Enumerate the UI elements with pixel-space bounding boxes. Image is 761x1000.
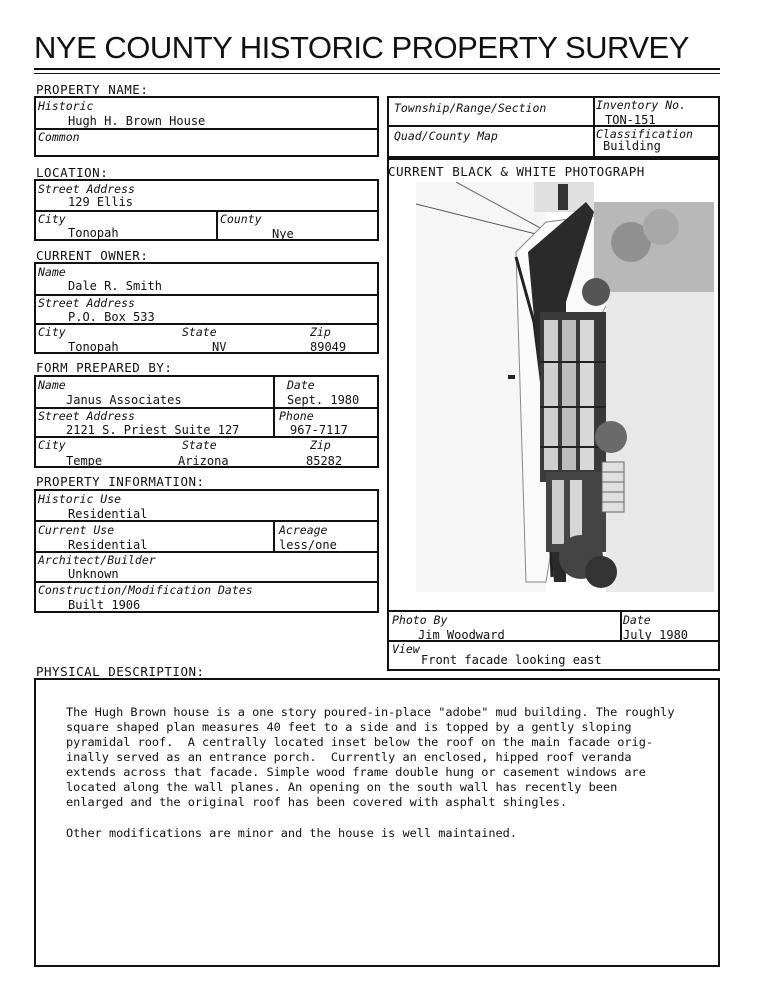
owner-city-value: Tonopah [68, 340, 119, 354]
location-city-value: Tonopah [68, 226, 119, 240]
location-box [34, 179, 379, 241]
photo-by-value: Jim Woodward [418, 628, 505, 642]
prepared-zip-label: Zip [310, 438, 331, 452]
quad-map-label: Quad/County Map [394, 129, 498, 143]
prepared-state-value: Arizona [178, 454, 229, 468]
photo-by-label: Photo By [392, 613, 448, 627]
prepared-city-value: Tempe [66, 454, 103, 468]
inventory-label: Inventory No. [596, 98, 687, 112]
prepared-box [34, 375, 379, 468]
divider [36, 210, 377, 212]
photo-view-label: View [392, 642, 420, 656]
prepared-date-label: Date [287, 378, 315, 392]
property-name-box [34, 96, 379, 157]
location-street-label: Street Address [38, 182, 135, 196]
owner-state-value: NV [212, 340, 227, 354]
owner-name-value: Dale R. Smith [68, 279, 162, 293]
historic-name-label: Historic [38, 99, 94, 113]
architect-label: Architect/Builder [38, 553, 156, 567]
house-photograph [416, 182, 714, 592]
owner-box [34, 262, 379, 354]
section-property-information: PROPERTY INFORMATION: [36, 474, 205, 489]
photo-date-label: Date [623, 613, 651, 627]
construction-dates-label: Construction/Modification Dates [38, 583, 253, 597]
photo-details-box [387, 610, 720, 671]
prepared-state-label: State [182, 438, 217, 452]
owner-name-label: Name [38, 265, 66, 279]
title-rule-thin [34, 73, 720, 74]
location-street-value: 129 Ellis [68, 195, 134, 209]
section-form-prepared-by: FORM PREPARED BY: [36, 360, 173, 375]
location-reference-box [387, 96, 720, 158]
divider [593, 98, 595, 156]
prepared-street-label: Street Address [38, 409, 135, 423]
divider [216, 210, 218, 239]
current-use-value: Residential [68, 538, 148, 552]
acreage-value: less/one [279, 538, 337, 552]
acreage-label: Acreage [279, 523, 328, 537]
historic-use-value: Residential [68, 507, 148, 521]
photo-date-value: July 1980 [623, 628, 689, 642]
classification-value: Building [603, 139, 661, 153]
owner-state-label: State [182, 325, 217, 339]
property-info-box [34, 489, 379, 613]
physical-description-paragraph: The Hugh Brown house is a one story poured-in-place "adobe" mud building. The roughly square shaped plan measures 40 feet to a side and is topped by a gently sloping pyramidal roof. A centrally located inset below the roof on the main facade orig- inally served as an entrance porch. Currently an enclosed, hipped roof veranda extends across that facade. Simple wood frame double hung or casement windows are located along the wall planes. An opening on the south wall has recently been enlarged and the original roof has been covered with asphalt shingles. [66, 705, 675, 809]
classification-label: Classification [596, 127, 693, 141]
current-use-label: Current Use [38, 523, 115, 537]
architect-value: Unknown [68, 567, 119, 581]
divider [620, 612, 622, 642]
location-city-label: City [38, 212, 66, 226]
divider [36, 128, 377, 130]
section-property-name: PROPERTY NAME: [36, 82, 149, 97]
section-location: LOCATION: [36, 165, 109, 180]
prepared-phone-label: Phone [279, 409, 314, 423]
prepared-date-value: Sept. 1980 [287, 393, 360, 407]
construction-dates-value: Built 1906 [68, 598, 141, 612]
owner-zip-label: Zip [310, 325, 331, 339]
section-current-owner: CURRENT OWNER: [36, 248, 149, 263]
location-county-value: Nye [272, 227, 294, 241]
inventory-value: TON-151 [605, 113, 656, 127]
divider [273, 377, 275, 436]
owner-zip-value: 89049 [310, 340, 347, 354]
location-county-label: County [220, 212, 262, 226]
historic-use-label: Historic Use [38, 492, 122, 506]
title-rule [34, 68, 720, 70]
prepared-zip-value: 85282 [306, 454, 343, 468]
prepared-name-value: Janus Associates [66, 393, 182, 407]
owner-city-label: City [38, 325, 66, 339]
township-label: Township/Range/Section [394, 101, 547, 115]
physical-description-paragraph-2: Other modifications are minor and the house is well maintained. [66, 826, 518, 840]
prepared-city-label: City [38, 438, 66, 452]
section-physical-description: PHYSICAL DESCRIPTION: [36, 664, 205, 679]
prepared-street-value: 2121 S. Priest Suite 127 [66, 423, 240, 437]
owner-street-label: Street Address [38, 296, 135, 310]
prepared-phone-value: 967-7117 [290, 423, 348, 437]
owner-street-value: P.O. Box 533 [68, 310, 155, 324]
prepared-name-label: Name [38, 378, 66, 392]
historic-name-value: Hugh H. Brown House [68, 114, 206, 128]
photograph-heading: CURRENT BLACK & WHITE PHOTOGRAPH [388, 164, 645, 179]
page-title: NYE COUNTY HISTORIC PROPERTY SURVEY [34, 30, 689, 65]
divider [273, 520, 275, 551]
photo-view-value: Front facade looking east [421, 653, 602, 667]
common-name-label: Common [38, 130, 80, 144]
